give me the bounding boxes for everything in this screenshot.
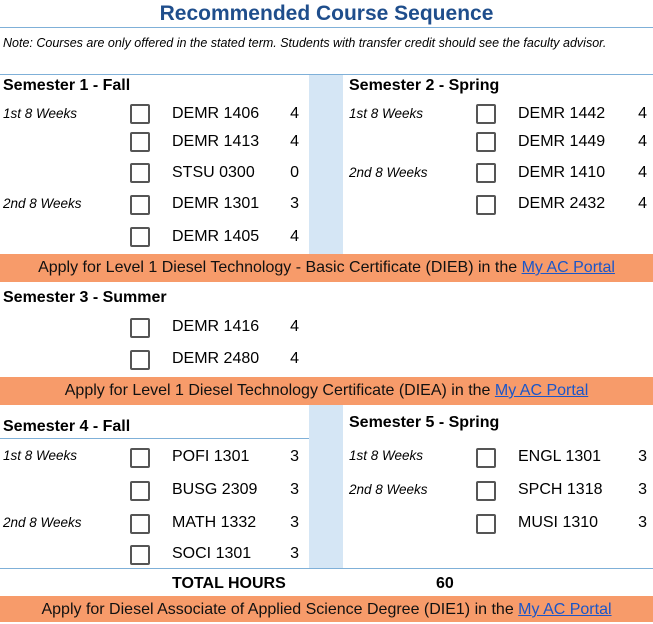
course-hours: 4 [290, 133, 299, 150]
period-label: 1st 8 Weeks [349, 106, 424, 121]
course-checkbox[interactable] [130, 481, 150, 501]
course-code: POFI 1301 [172, 448, 250, 465]
course-hours: 3 [638, 481, 647, 498]
course-checkbox[interactable] [130, 227, 150, 247]
course-checkbox[interactable] [476, 514, 496, 534]
banner-text: Apply for Diesel Associate of Applied Science Degree (DIE1) in the [41, 601, 519, 618]
column-spacer [309, 75, 343, 254]
course-code: DEMR 1301 [172, 195, 260, 212]
semester-2-title: Semester 2 - Spring [349, 77, 500, 94]
course-hours: 3 [290, 514, 299, 531]
semester-5-title: Semester 5 - Spring [349, 414, 500, 431]
course-checkbox[interactable] [130, 195, 150, 215]
semester-4-title: Semester 4 - Fall [3, 418, 131, 435]
course-code: DEMR 1416 [172, 318, 260, 335]
total-hours-value: 60 [436, 575, 454, 592]
course-code: DEMR 2432 [518, 195, 606, 212]
course-hours: 4 [290, 350, 299, 367]
my-ac-portal-link[interactable]: My AC Portal [521, 259, 615, 276]
course-code: DEMR 1410 [518, 164, 606, 181]
course-code: MUSI 1310 [518, 514, 599, 531]
course-checkbox[interactable] [476, 195, 496, 215]
course-checkbox[interactable] [130, 514, 150, 534]
course-hours: 4 [290, 228, 299, 245]
course-code: ENGL 1301 [518, 448, 602, 465]
my-ac-portal-link[interactable]: My AC Portal [518, 601, 612, 618]
course-code: MATH 1332 [172, 514, 257, 531]
course-hours: 3 [290, 195, 299, 212]
period-label: 2nd 8 Weeks [349, 482, 428, 497]
course-hours: 4 [638, 105, 647, 122]
course-checkbox[interactable] [130, 104, 150, 124]
course-hours: 3 [638, 514, 647, 531]
course-hours: 4 [290, 105, 299, 122]
course-checkbox[interactable] [476, 448, 496, 468]
course-hours: 3 [290, 481, 299, 498]
divider [0, 438, 309, 439]
course-hours: 0 [290, 164, 299, 181]
course-hours: 4 [638, 164, 647, 181]
banner-text: Apply for Level 1 Diesel Technology - Basic Certificate (DIEB) in the [38, 259, 522, 276]
semester-3-title: Semester 3 - Summer [3, 289, 167, 306]
course-code: BUSG 2309 [172, 481, 258, 498]
period-label: 2nd 8 Weeks [3, 196, 82, 211]
degree-banner [0, 596, 653, 622]
page-title: Recommended Course Sequence [0, 0, 653, 28]
course-code: DEMR 2480 [172, 350, 260, 367]
course-code: DEMR 1405 [172, 228, 260, 245]
course-code: SPCH 1318 [518, 481, 603, 498]
course-code: DEMR 1442 [518, 105, 606, 122]
course-hours: 3 [638, 448, 647, 465]
course-checkbox[interactable] [476, 163, 496, 183]
course-code: DEMR 1406 [172, 105, 260, 122]
course-checkbox[interactable] [476, 132, 496, 152]
course-checkbox[interactable] [130, 350, 150, 370]
course-code: DEMR 1449 [518, 133, 606, 150]
course-hours: 3 [290, 448, 299, 465]
course-code: SOCI 1301 [172, 545, 252, 562]
course-code: DEMR 1413 [172, 133, 260, 150]
course-checkbox[interactable] [476, 481, 496, 501]
period-label: 2nd 8 Weeks [349, 165, 428, 180]
course-checkbox[interactable] [130, 163, 150, 183]
banner-text: Apply for Level 1 Diesel Technology Certificate (DIEA) in the [64, 382, 495, 399]
divider [0, 568, 653, 569]
note-text: Note: Courses are only offered in the stated term. Students with transfer credit should see the faculty advisor. [3, 36, 607, 50]
period-label: 1st 8 Weeks [3, 448, 78, 463]
course-hours: 4 [638, 195, 647, 212]
period-label: 1st 8 Weeks [349, 448, 424, 463]
course-checkbox[interactable] [130, 545, 150, 565]
column-spacer [309, 405, 343, 568]
course-checkbox[interactable] [130, 132, 150, 152]
course-checkbox[interactable] [130, 448, 150, 468]
course-hours: 4 [638, 133, 647, 150]
course-hours: 3 [290, 545, 299, 562]
total-hours-label: TOTAL HOURS [172, 575, 286, 592]
course-hours: 4 [290, 318, 299, 335]
course-code: STSU 0300 [172, 164, 255, 181]
period-label: 1st 8 Weeks [3, 106, 78, 121]
period-label: 2nd 8 Weeks [3, 515, 82, 530]
course-checkbox[interactable] [476, 104, 496, 124]
my-ac-portal-link[interactable]: My AC Portal [494, 382, 589, 399]
course-checkbox[interactable] [130, 318, 150, 338]
certificate-banner [0, 254, 653, 282]
semester-1-title: Semester 1 - Fall [3, 77, 131, 94]
certificate-banner [0, 377, 653, 405]
